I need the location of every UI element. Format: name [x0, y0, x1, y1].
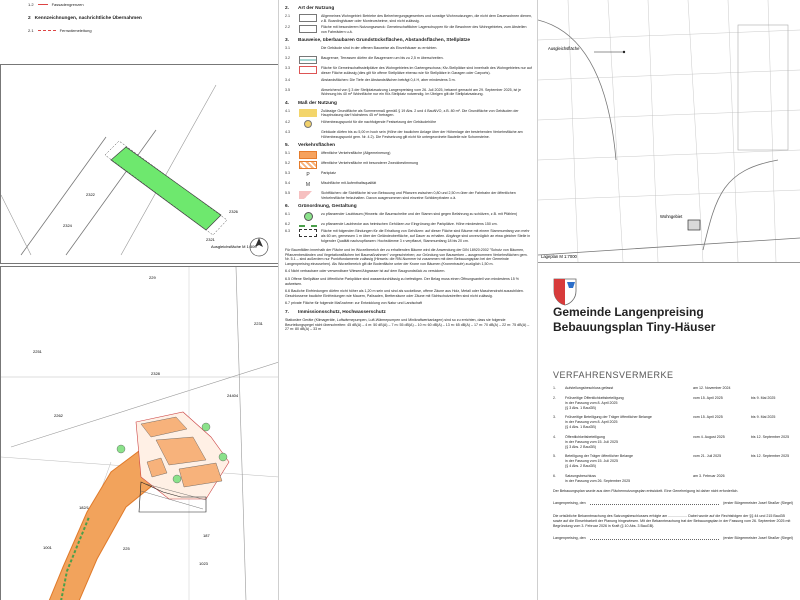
section-title-text: Immissionsschutz, Hochwasserschutz	[298, 310, 386, 316]
svg-text:2322: 2322	[86, 192, 95, 197]
section-title-text: Verkehrsflächen	[298, 143, 336, 149]
legend-item	[285, 78, 533, 86]
section-num: 6.	[285, 204, 290, 210]
legend-item	[285, 120, 533, 128]
legend-item	[285, 46, 533, 54]
item-text: Sichtflächen: die Sichtfläche ist von Bebauung und Pflanzen zwischen 0,80 und 2,50 m über der Fahrbahn der öffentlichen Verkehrsfläche freizuhalten. Davon ausgenommen sind einzelne Schilderpfosten o.ä.	[321, 191, 516, 200]
svg-text:182/1: 182/1	[79, 505, 90, 510]
item-text: Zulässige Grundfläche als Summenmaß gemäß § 19 Abs. 2 und 4 BauNVO, z.B. 80 m². Die Grundfläche von Gebäuden der Hauptnutzung darf höchstens 45 m² betragen.	[321, 108, 519, 118]
lageplan-map	[538, 0, 800, 263]
bekanntmachung-text: Die ortsübliche Bekanntmachung des Satzungsbeschlusses erfolgte am ................... Dabei wurde auf die Rechtsfolgen der §§ 44 und 215 BauGB sowie auf die Einsehbarkeit der Planung hingewiesen. Mit der Bekanntmachung trat der Bebauungsplan in der Fassung vom 26. September 2025 mit Begründung vom 3. Februar 2026 in Kraft (§ 10 Abs. 3 BauGB).	[553, 514, 791, 528]
section-num: 4.	[285, 100, 290, 106]
legend-item	[285, 25, 533, 34]
section-title	[285, 204, 533, 209]
section-title-text: Maß der Nutzung	[298, 100, 337, 106]
spacer	[299, 78, 317, 86]
signature-dash	[590, 504, 720, 505]
item-text: Fläche mit besonderem Nutzungszweck: Gemeinschaftlicher Lagerschuppen für die Bewohner des Wohngebietes, zum Abstellen von Fahrrädern u.ä.	[321, 25, 527, 34]
svg-text:2251: 2251	[33, 349, 42, 354]
legend-top	[0, 0, 278, 40]
plan-map-panel	[0, 0, 278, 600]
fernwaerme-symbol	[38, 30, 56, 31]
sichtflaeche-symbol	[299, 191, 317, 199]
svg-text:2326: 2326	[229, 209, 238, 214]
legend-label: Fassadengrenzen	[51, 2, 84, 7]
item-text: Höhenbezugspunkt für die nachfolgende Festsetzung der Gebäudehöhe	[321, 119, 437, 124]
step-6: 6. Satzungsbeschluss in der Fassung vom 26. September 2025 am 3. Februar 2026	[553, 473, 725, 483]
schuppen-symbol	[299, 25, 317, 33]
svg-text:2231: 2231	[254, 321, 263, 326]
legend-item	[285, 88, 533, 97]
svg-text:229: 229	[149, 275, 156, 280]
step-5: 5. Beteiligung der Träger öffentlicher Belange in der Fassung vom 15. Juli 2025 (§ 4 Abs. 2 BauGB) vom 21. Juli 2025 bis 12. September 2025	[553, 454, 790, 469]
item-num: 2.1	[285, 14, 290, 18]
hecke-symbol	[299, 225, 317, 227]
paragraph: 6.5 Offene Stellplätze und öffentliche Parkplätze sind wasserdurchlässig zu befestigen. Der Belag muss einen Öffnungsanteil von mindestens 15 % aufweisen.	[285, 277, 519, 286]
legend-item	[285, 56, 533, 64]
item-num: 3.2	[285, 56, 290, 61]
signature-dash	[590, 539, 720, 540]
paragraph: Für Baumfällen innerhalb der Fläche und im Wurzelbereich der zu erhaltenden Bäume wird die Anwendung der DIN 18920:2002 "Schutz von Bäumen, Pflanzenbeständen und Vegetationsflächen bei Baumaßnahmen" vorgeschrieben; zur Gründung von Bauwerken – ausgenommen Verkehrsflächen gem. Nr. 5.1 – sind außerdem nur Punktfundamente zulässig (Hinweis: die RiN-Nummer ist zusammen mit dem Bebauungsplan bei der Gemeinde Langenpreising einzusehen). Als Wurzelbereich gilt die Bodenfläche unter der Krone von Bäumen (Kronentraufe) zuzüglich 1,50 m.	[285, 248, 528, 266]
section-mass-der-nutzung	[285, 101, 533, 139]
hoehenpunkt-icon	[299, 120, 317, 128]
item-text: Fläche für Gemeinschaftsstellplätze des Wohngebietes im Gartengeschoss; Kfz-Stellplätze sind innerhalb des Wohngebietes nur auf dieser Fläche zulässig (dies gilt für offene Stellplätze ebenso wie für Stellplätze in Garagen oder Carports).	[321, 66, 532, 75]
erhaltung-symbol	[299, 229, 317, 237]
legend-item	[285, 191, 533, 200]
parkplatz-icon: P	[306, 171, 310, 178]
item-num: 3.3	[285, 66, 290, 71]
mischflaeche-icon: M	[305, 181, 311, 188]
item-num: 4.1	[285, 108, 290, 113]
verkehrsflaeche-besonders-symbol	[299, 161, 317, 169]
step-3: 3. Frühzeitige Beteiligung der Träger öffentlicher Belange in der Fassung vom 8. April 2025 (§ 4 Abs. 1 BauGB) vom 15. April 2025 bis 9. Mai 2025	[553, 415, 776, 430]
svg-text:1001: 1001	[43, 545, 52, 550]
paragraph: 6.6 Bauliche Einfriedungen dürfen nicht höher als 1,20 m sein und sind als sockellose, offene Zäune aus Holz, Metall oder Maschendraht auszubilden. Geschlossene bauliche Einfriedungen wie Mauern, Palisaden, Bretterzäune oder Zäune mit Sichtschutzstreifen sind nicht zulässig.	[285, 289, 524, 298]
item-text: Mischfläche mit Aufenthaltsqualität	[321, 181, 377, 186]
section-title	[285, 38, 533, 43]
item-num: 5.4	[285, 181, 290, 186]
wohngebiet-map-label: Wohngebiet	[660, 214, 683, 219]
detail-map	[0, 64, 278, 264]
legend-num: 1.2	[28, 2, 34, 7]
lageplan-svg	[538, 0, 800, 262]
coat-of-arms-icon	[553, 278, 577, 306]
svg-text:187: 187	[203, 533, 210, 538]
legend-label: Fernwärmeleitung	[59, 28, 92, 33]
legend-item	[285, 151, 533, 159]
gr-symbol	[299, 109, 317, 117]
svg-text:2262: 2262	[54, 413, 63, 418]
svg-text:2324: 2324	[63, 223, 72, 228]
item-text: Abstandsflächen: Die Tiefe der Abstandsflächen beträgt 0,4 H, aber mindestens 3 m.	[321, 77, 456, 82]
section-title	[285, 101, 533, 106]
item-num: 6.2	[285, 222, 290, 227]
item-num: 5.2	[285, 161, 290, 166]
signature-line-2	[553, 536, 793, 541]
ausgleich-map-label: Ausgleichsfläche	[548, 46, 580, 51]
svg-text:225: 225	[123, 546, 130, 551]
item-num: 6.3	[285, 229, 290, 234]
section-num: 5.	[285, 143, 290, 149]
step-4: 4. Öffentlichkeitsbeteiligung in der Fassung vom 15. Juli 2025 (§ 3 Abs. 2 BauGB) vom 4. August 2025 bis 12. September 2025	[553, 434, 790, 449]
signature-line-1	[553, 501, 793, 506]
bebauungsplan-map	[0, 266, 278, 600]
title-line-1: Gemeinde Langenpreising	[553, 305, 704, 319]
legend-item	[285, 109, 533, 118]
item-text: Gebäude dürfen bis zu 5,00 m hoch sein (Höhe der baulichen Anlage über der Höhenlage der bestehenden Verkehrsfläche am Höhenbezugspunkt gem. Nr. 4.2). Die Festsetzung gilt nicht für untergeordnete Bauteile wie Schornsteine.	[321, 129, 523, 139]
section-title	[285, 310, 533, 315]
section-num: 7.	[285, 310, 290, 316]
item-text: zu pflanzende Laubhecke aus heimischen Gehölzen zur Eingrünung der Parkplätze. Höhe mindestens 150 cm.	[321, 222, 498, 227]
item-num: 3.5	[285, 87, 290, 92]
section-num: 3.	[285, 38, 290, 44]
item-text: zu pflanzender Laubbaum (Hinweis: die Baumscheibe und der Stamm sind gegen Befahrung zu schützen, z.B. mit Pfählen)	[321, 212, 518, 217]
section-title-text: Grünordnung, Gestaltung	[298, 204, 357, 210]
item-text: Fläche mit folgenden Bindungen für die Erhaltung von Gehölzen: auf dieser Fläche sind Bäume mit einem Stammumfang von mehr als 60 cm, gemessen 1 m über der Geländeoberfläche, auf Dauer zu erhalten. Abgänge sind unverzüglich an etwa gleicher Stelle in folgender Qualität nachzupflanzen: Hochstämme 3 x verpflanzt, Stammumfang 18 bis 20 cm.	[321, 229, 531, 243]
legend-content	[285, 6, 533, 335]
item-num: 6.1	[285, 212, 290, 217]
paragraph: 6.4 Nicht verbaubare oder verwendbare Wiesen/Abgrasser ist auf dem Baugrundstück zu versickern.	[285, 269, 446, 274]
spacer	[299, 88, 317, 96]
verfahrensvermerke-title: VERFAHRENSVERMERKE	[553, 370, 674, 380]
legend-item	[285, 212, 533, 220]
item-text: Allgemeines Wohngebiet: Betriebe des Beherbergungsgewerbes und sonstige Wohnnutzungen, die nicht dem Dauerwohnen dienen, z.B. Boardinghäuser oder Monteursheime, sind nicht zulässig.	[321, 14, 533, 23]
legend-row-2	[28, 16, 142, 21]
legend-item	[285, 161, 533, 169]
detail-map-svg	[1, 65, 278, 263]
item-num: 2.2	[285, 25, 290, 30]
signature-place: Langenpreising, den	[553, 536, 586, 541]
titleblock-panel	[538, 0, 800, 600]
legend-label: Kennzeichnungen, nachrichtliche Übernahmen	[34, 16, 142, 21]
section-art-der-nutzung	[285, 6, 533, 34]
section-num: 2.	[285, 6, 290, 11]
step-2: 2. Frühzeitige Öffentlichkeitsbeteiligung in der Fassung vom 8. April 2025 (§ 3 Abs. 1 BauGB) vom 15. April 2025 bis 9. Mai 2025	[553, 395, 776, 410]
note-line: Der Bebauungsplan wurde aus dem Flächennutzungsplan entwickelt. Eine Genehmigung ist daher nicht erforderlich.	[553, 488, 739, 493]
item-num: 3.4	[285, 77, 290, 82]
section-title	[285, 6, 533, 11]
tree-icon	[299, 212, 317, 220]
paragraph-block	[285, 248, 533, 306]
svg-text:2328: 2328	[151, 371, 160, 376]
legend-item	[285, 222, 533, 227]
item-text: Baugrenze, Terrassen dürfen die Baugrenzen um bis zu 2,5 m überschreiten.	[321, 56, 444, 61]
lageplan-scale-label: Lageplan M 1:7000	[541, 254, 577, 259]
signature-place: Langenpreising, den	[553, 501, 586, 506]
legend-item	[285, 229, 533, 243]
svg-text:1023: 1023	[199, 561, 208, 566]
fassade-symbol	[38, 4, 48, 5]
legend-row-1	[28, 2, 84, 7]
paragraph: Stationäre Geräte (Klimageräte, Luftwärmepumpen, Luft-Wärmepumpen und Minikraftwerkanlagen) sind so zu errichten, dass sie folgende Beurteilungspegel nicht überschreiten: 45 dB(A) – 4 m: 50 dB(A) – 7 m: 55 dB(A) – 10 m: 60 dB(A) – 13 m: 65 dB(A) – 17 m: 70 dB(A) – 22 m: 75 dB(A) – 27 m: 80 dB(A) – 33 m	[285, 318, 530, 332]
section-bauweise	[285, 38, 533, 96]
item-text: Parkplatz	[321, 171, 336, 176]
item-num: 4.3	[285, 129, 290, 134]
step-1: 1. Aufstellungsbeschluss gefasst am 12. November 2024	[553, 386, 731, 390]
section-title-text: Bauweise, überbaubaren Grundstücksflächen, Abstandsflächen, Stellplätze	[298, 38, 471, 44]
item-num: 5.3	[285, 171, 290, 176]
item-text: Die Gebäude sind in der offenen Bauweise als Einzelhäuser zu errichten.	[321, 46, 438, 51]
signature-name: (erster Bürgermeister Josef Straßer (Siegel)	[723, 501, 793, 506]
legend-panel	[278, 0, 538, 600]
baugrenze-symbol	[299, 56, 317, 64]
gst-symbol	[299, 66, 317, 74]
item-text: öffentliche Verkehrsfläche mit besonderer Zweckbestimmung	[321, 161, 419, 166]
section-immissionsschutz	[285, 310, 533, 332]
legend-row-3	[28, 28, 92, 33]
item-num: 5.1	[285, 151, 290, 156]
svg-text:24404: 24404	[227, 393, 239, 398]
item-num: 5.5	[285, 191, 290, 196]
signature-name: (erster Bürgermeister Josef Straßer (Siegel)	[723, 536, 793, 541]
verkehrsflaeche-symbol	[299, 151, 317, 159]
wa-symbol	[299, 14, 317, 22]
svg-text:Ausgleichsfläche M 1:500: Ausgleichsfläche M 1:500	[211, 244, 257, 249]
item-text: öffentliche Verkehrsfläche (Allgemeinerung)	[321, 151, 391, 156]
legend-num: 2	[28, 16, 31, 21]
item-text: Abweichend von § 3 der Stellplatzsatzung Langenpreising vom 26. Juli 2025, bekannt gemacht am 29. September 2025, ist je Wohnung bis 40 m² Wohnfläche nur ein Kfz-Stellplatz notwendig. Im Übrigen gilt die Stellplatzsatzung.	[321, 87, 521, 97]
section-title	[285, 143, 533, 148]
legend-item	[285, 14, 533, 23]
item-num: 4.2	[285, 119, 290, 124]
legend-item	[285, 181, 533, 189]
item-num: 3.1	[285, 46, 290, 51]
legend-item	[285, 130, 533, 139]
title-block	[553, 305, 715, 335]
spacer	[299, 130, 317, 138]
svg-text:2321: 2321	[206, 237, 215, 242]
title-line-2: Bebauungsplan Tiny-Häuser	[553, 320, 716, 334]
legend-item	[285, 171, 533, 179]
legend-item	[285, 66, 533, 75]
bebauungsplan-map-svg	[1, 267, 278, 600]
verfahren-steps	[553, 386, 793, 543]
legend-num: 2.1	[28, 28, 34, 33]
section-verkehrsflaechen	[285, 143, 533, 200]
paragraph: 6.7 private Fläche für folgende Maßnahme: zur Entwicklung von Natur und Landschaft	[285, 301, 423, 306]
spacer	[299, 46, 317, 54]
section-title-text: Art der Nutzung	[298, 6, 335, 11]
section-gruenordnung	[285, 204, 533, 243]
